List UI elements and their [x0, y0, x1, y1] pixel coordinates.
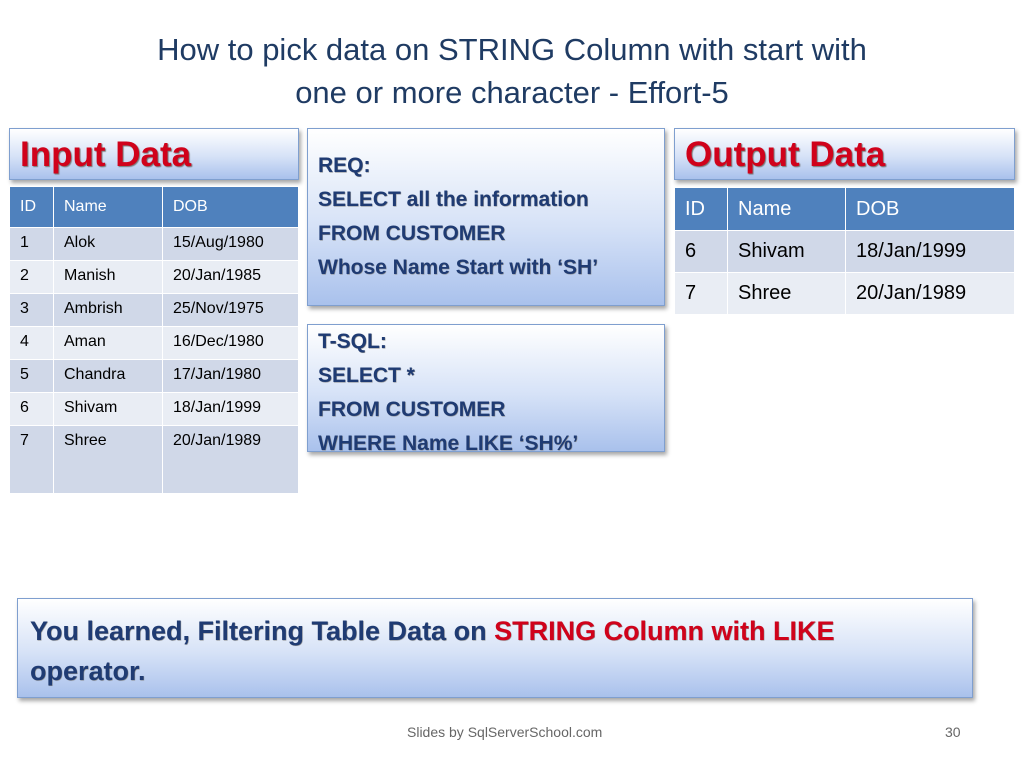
- learned-summary-box: [17, 598, 973, 698]
- cell-id: 7: [675, 273, 728, 315]
- column-header-id: ID: [10, 187, 54, 228]
- column-header-name: Name: [728, 188, 846, 231]
- table-row: [10, 228, 299, 261]
- table-row: [10, 261, 299, 294]
- cell-dob: 16/Dec/1980: [163, 327, 299, 360]
- cell-name: Chandra: [54, 360, 163, 393]
- cell-dob: 18/Jan/1999: [163, 393, 299, 426]
- learned-line-2: operator.: [30, 656, 146, 686]
- column-header-id: ID: [675, 188, 728, 231]
- cell-name: Shivam: [728, 231, 846, 273]
- cell-name: Shree: [728, 273, 846, 315]
- cell-name: Shivam: [54, 393, 163, 426]
- learned-line-1: [30, 611, 972, 651]
- cell-id: 4: [10, 327, 54, 360]
- cell-name: Shree: [54, 426, 163, 494]
- output-data-table: [674, 187, 1015, 315]
- cell-id: 5: [10, 360, 54, 393]
- table-row: [10, 360, 299, 393]
- table-row: [10, 426, 299, 494]
- slide-title: [40, 28, 984, 114]
- requirement-line: SELECT all the information: [318, 188, 589, 211]
- table-row: [10, 327, 299, 360]
- cell-id: 6: [675, 231, 728, 273]
- input-data-header: Input Data: [20, 135, 192, 174]
- page-number: 30: [945, 724, 961, 740]
- learned-text-highlight: STRING Column with LIKE: [494, 616, 835, 646]
- table-header-row: [10, 187, 299, 228]
- cell-dob: 25/Nov/1975: [163, 294, 299, 327]
- requirement-box: [307, 128, 665, 306]
- column-header-dob: DOB: [846, 188, 1015, 231]
- cell-id: 3: [10, 294, 54, 327]
- tsql-line: WHERE Name LIKE ‘SH%’: [318, 432, 579, 455]
- cell-id: 1: [10, 228, 54, 261]
- cell-id: 6: [10, 393, 54, 426]
- footer-credit: Slides by SqlServerSchool.com: [407, 724, 603, 740]
- cell-id: 7: [10, 426, 54, 494]
- tsql-box: [307, 324, 665, 455]
- table-row: [675, 273, 1015, 315]
- cell-dob: 18/Jan/1999: [846, 231, 1015, 273]
- slide-title-line-2: one or more character - Effort-5: [295, 75, 729, 110]
- requirement-line: REQ:: [318, 154, 371, 177]
- learned-text-part1: You learned, Filtering Table Data on: [30, 616, 495, 646]
- cell-dob: 15/Aug/1980: [163, 228, 299, 261]
- table-row: [675, 231, 1015, 273]
- cell-name: Aman: [54, 327, 163, 360]
- input-data-table: [9, 186, 299, 494]
- cell-dob: 20/Jan/1989: [846, 273, 1015, 315]
- tsql-line: FROM CUSTOMER: [318, 398, 506, 421]
- tsql-line: SELECT *: [318, 364, 415, 387]
- requirement-line: FROM CUSTOMER: [318, 222, 506, 245]
- column-header-name: Name: [54, 187, 163, 228]
- table-row: [10, 294, 299, 327]
- cell-dob: 20/Jan/1989: [163, 426, 299, 494]
- cell-name: Manish: [54, 261, 163, 294]
- output-data-header-box: [674, 128, 1015, 180]
- slide-title-line-1: How to pick data on STRING Column with start with: [157, 32, 867, 67]
- table-header-row: [675, 188, 1015, 231]
- output-data-header: Output Data: [685, 135, 886, 174]
- cell-id: 2: [10, 261, 54, 294]
- table-row: [10, 393, 299, 426]
- tsql-line: T-SQL:: [318, 330, 387, 353]
- cell-name: Ambrish: [54, 294, 163, 327]
- input-data-header-box: [9, 128, 299, 180]
- column-header-dob: DOB: [163, 187, 299, 228]
- cell-name: Alok: [54, 228, 163, 261]
- cell-dob: 17/Jan/1980: [163, 360, 299, 393]
- requirement-line: Whose Name Start with ‘SH’: [318, 256, 599, 279]
- cell-dob: 20/Jan/1985: [163, 261, 299, 294]
